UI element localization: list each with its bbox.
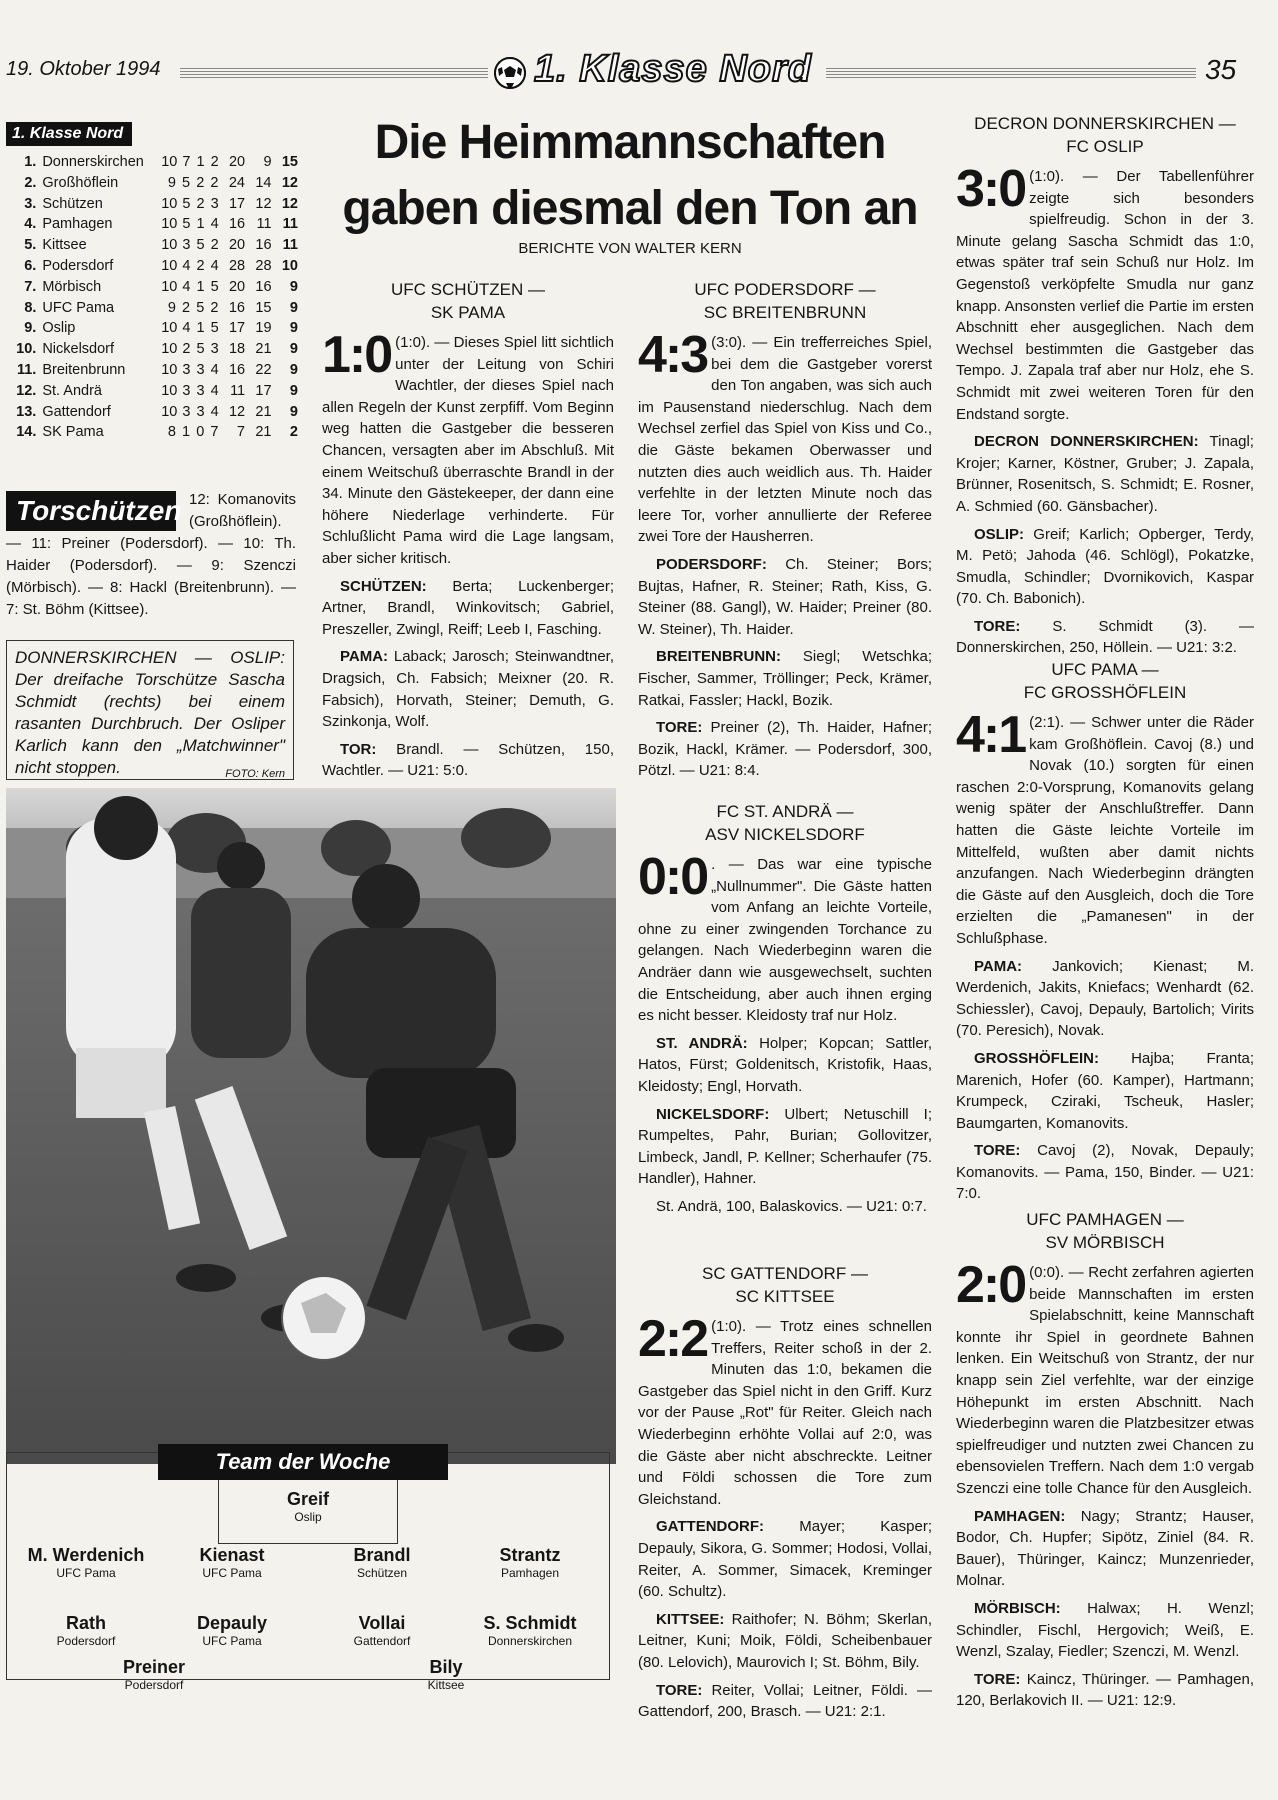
standings-cell-gf: 16 [228, 299, 245, 316]
standings-cell-w: 4 [182, 257, 191, 274]
team-player [450, 1612, 610, 1648]
standings-row [8, 152, 298, 173]
report-donnerskirchen: DECRON DONNERSKIRCHEN — FC OSLIP 3:0 (1:0). — Der Tabellenführer zeigte sich besonders spielfreudig. Schon in der 3. Minute gelang Sascha Schmidt das 1:0, etwas später traf sein Schuß nur Holz. Im Gegenstoß verköpfelte Smudla nur ganz knapp. Ansonsten verlief die Partie im ersten Abschnitt eher ausgeglichen. Nach dem Wechsel bestimmten die Gastgeber das Tempo. J. Zapala traf aber nur Holz, ehe S. Schmidt mit zwei weiteren Toren für den Endstand sorgte. DECRON DONNERSKIRCHEN: Tinagl; Krojer; Karner, Köstner, Gruber; J. Zapala, Brünner, Rosenitsch, S. Schmidt; E. Rosner, A. Schmied (60. Gänsbacher). OSLIP: Greif; Karlich; Opberger, Terdy, M. Petö; Jahoda (46. Schlögl), Pokatzke, Smudla, Schindler; Dvornikovich, Kaspar (70. Ch. Babonich). TORE: S. Schmidt (3). — Donnerskirchen, 250, Höllein. — U21: 3:2. [956, 114, 1254, 657]
standings-cell-w: 5 [182, 195, 191, 212]
player-club: Podersdorf [124, 1678, 184, 1692]
standings-cell-team: Donnerskirchen [42, 154, 144, 170]
standings-cell-gf: 17 [228, 320, 246, 337]
standings-cell-g: 10 [161, 382, 178, 399]
player-club: Gattendorf [353, 1634, 411, 1648]
standings-cell-d: 1 [196, 320, 205, 337]
standings-cell-ga: 11 [256, 216, 272, 233]
player-name: M. Werdenich [27, 1545, 145, 1565]
standings-cell-g: 10 [161, 278, 178, 295]
standings-cell-pts: 9 [289, 299, 298, 316]
standings-cell-pts: 9 [289, 341, 298, 358]
standings-cell-pos: 9. [24, 320, 37, 337]
football-icon [494, 57, 526, 89]
score: 2:0 [956, 1262, 1026, 1314]
team-of-week-title: Team der Woche [158, 1444, 448, 1480]
report-pamhagen: UFC PAMHAGEN — SV MÖRBISCH 2:0 (0:0). — Recht zerfahren agierten beide Mannschaften im ersten Spielabschnitt, keine Mannschaft konnte ihr Spiel in geordnete Bahnen lenken. Ein Weitschuß von Strantz, der nur knapp sein Ziel verfehlte, war der einzige Höhepunkt im ersten Abschnitt. Nach Wiederbeginn waren die Platzbesitzer etwas spielfreudiger und nutzten zwei Chancen zu ebensovielen Treffern. Nach dem 1:0 vergab Szenczi eine tolle Chance für den Ausgleich. PAMHAGEN: Nagy; Strantz; Hauser, Bodor, Ch. Hupfer; Sipötz, Ziniel (84. R. Bauer), Thüringer, Kaincz; Munzenrieder, Molnar. MÖRBISCH: Halwax; H. Wenzl; Schindler, Fischl, Hergovich; Weiß, E. Wenzl, Szalay, Fiedler; Szenczi, M. Wenzl. TORE: Kaincz, Thüringer. — Pamhagen, 120, Berlakovich II. — U21: 12:9. [956, 1210, 1254, 1710]
standings-cell-gf: 16 [228, 361, 246, 378]
standings-cell-d: 2 [196, 195, 205, 212]
standings-cell-d: 1 [196, 278, 205, 295]
report-pama: UFC PAMA — FC GROSSHÖFLEIN 4:1 (2:1). — Schwer unter die Räder kam Großhöflein. Cavoj (8.) und Novak (10.) sorgten für einen raschen 2:0-Vorsprung, Komanovits gelang wenig später der Anschlußtreffer. Dann hatten die Gäste leichte Vorteile im Mittelfeld, wußten aber damit nichts anzufangen. Nach Wiederbeginn drängten die Gäste auf den Ausgleich, doch die Tore erzielten die „Pamanesen" in der Schlußphase. PAMA: Jankovich; Kienast; M. Werdenich, Jakits, Kniefacs; Wenhardt (62. Schiessler), Cavoj, Depauly, Bartolich; Virits (70. Peresich), Novak. GROSSHÖFLEIN: Hajba; Franta; Marenich, Hofer (60. Kamper), Hartmann; Krumpeck, Cziraki, Tscheuk, Hasler; Baumgarten, Komanovits. TORE: Cavoj (2), Novak, Depauly; Komanovits. — Pama, 150, Binder. — U21: 7:0. [956, 660, 1254, 1203]
standings-cell-ga: 17 [255, 382, 272, 399]
standings-cell-d: 2 [196, 174, 205, 191]
issue-date: 19. Oktober 1994 [6, 58, 161, 80]
standings-cell-ga: 12 [255, 195, 272, 212]
photo-credit: FOTO: Kern [225, 768, 285, 780]
player-name: Greif [286, 1489, 329, 1509]
standings-cell-d: 3 [196, 382, 205, 399]
standings-cell-pos: 2. [24, 174, 37, 191]
player-club: Donnerskirchen [487, 1634, 573, 1648]
standings-cell-w: 3 [182, 403, 191, 420]
byline: BERICHTE VON WALTER KERN [518, 240, 742, 257]
standings-cell-w: 7 [182, 154, 191, 170]
standings-cell-d: 5 [196, 341, 205, 358]
standings-cell-l: 5 [210, 278, 219, 295]
standings-cell-w: 3 [182, 382, 191, 399]
standings-cell-l: 2 [210, 237, 219, 254]
standings-table [8, 152, 298, 443]
standings-row [8, 235, 298, 256]
standings-cell-l: 4 [210, 382, 219, 399]
section-title: 1. Klasse Nord [534, 48, 812, 90]
player-name: Kienast [199, 1545, 265, 1565]
standings-cell-pos: 3. [24, 195, 37, 212]
standings-cell-ga: 21 [255, 341, 272, 358]
standings-row [8, 381, 298, 402]
standings-cell-pos: 7. [24, 278, 37, 295]
header-rule-right [826, 66, 1196, 78]
standings-cell-pts: 15 [281, 154, 298, 170]
standings-cell-d: 3 [196, 361, 205, 378]
standings-row [8, 173, 298, 194]
standings-cell-d: 5 [196, 299, 205, 316]
team-player [366, 1656, 526, 1692]
standings-cell-g: 10 [161, 320, 178, 337]
standings-cell-ga: 21 [255, 424, 272, 441]
team-player [302, 1544, 462, 1580]
standings-cell-g: 10 [161, 195, 178, 212]
standings-cell-pts: 12 [281, 174, 298, 191]
standings-cell-gf: 20 [228, 237, 246, 254]
standings-cell-w: 2 [182, 299, 191, 316]
standings-cell-gf: 20 [228, 154, 246, 170]
standings-row [8, 318, 298, 339]
standings-row [8, 422, 298, 443]
headline: Die Heimmannschaften gaben diesmal den Ton an [342, 116, 918, 235]
standings-cell-w: 1 [182, 424, 191, 441]
player-name: Brandl [353, 1545, 411, 1565]
standings-cell-g: 9 [167, 174, 176, 191]
standings-cell-team: Schützen [42, 195, 103, 212]
scorers-title: Torschützen [6, 491, 176, 531]
standings-cell-d: 5 [196, 237, 205, 254]
standings-cell-l: 2 [210, 174, 219, 191]
player-name: Strantz [499, 1545, 561, 1565]
standings-cell-l: 4 [210, 403, 219, 420]
standings-cell-g: 9 [167, 299, 176, 316]
standings-cell-gf: 7 [236, 424, 245, 441]
player-club: Pamhagen [500, 1566, 560, 1580]
standings-cell-l: 4 [210, 216, 219, 233]
team-player [152, 1612, 312, 1648]
standings-cell-g: 10 [161, 341, 178, 358]
team-player [302, 1612, 462, 1648]
standings-cell-d: 2 [196, 257, 205, 274]
standings-cell-team: Nickelsdorf [42, 341, 115, 358]
standings-cell-ga: 22 [255, 361, 272, 378]
standings-cell-ga: 28 [255, 257, 272, 274]
standings-cell-w: 5 [182, 174, 191, 191]
standings-cell-w: 4 [182, 278, 191, 295]
standings-cell-l: 3 [210, 341, 219, 358]
standings-row [8, 214, 298, 235]
standings-cell-team: SK Pama [42, 424, 104, 441]
standings-cell-pos: 6. [24, 257, 37, 274]
standings-cell-d: 0 [196, 424, 205, 441]
standings-cell-pos: 4. [24, 216, 37, 233]
standings-cell-w: 2 [182, 341, 191, 358]
standings-cell-gf: 11 [230, 382, 246, 399]
standings-cell-g: 10 [161, 237, 178, 254]
standings-cell-l: 2 [210, 154, 219, 170]
standings-cell-g: 10 [161, 257, 178, 274]
header-rule-left [180, 66, 488, 78]
player-club: Oslip [294, 1510, 322, 1524]
standings-cell-pts: 2 [289, 424, 298, 441]
standings-cell-gf: 16 [228, 216, 246, 233]
standings-cell-pts: 9 [289, 361, 298, 378]
standings-cell-g: 10 [161, 216, 178, 233]
standings-cell-g: 10 [161, 154, 178, 170]
report-andrae: FC ST. ANDRÄ — ASV NICKELSDORF 0:0 . — Das war eine typische „Nullnummer". Die Gäste hatten vom Anfang an leichte Vorteile, ohne zu einer zwingenden Torchance zu gelangen. Nach Wiederbeginn waren die Andräer dann wie ausgewechselt, suchten die Entscheidung, aber auch ihnen erging es nicht besser. Kleidosty traf nur Holz. ST. ANDRÄ: Holper; Kopcan; Sattler, Hatos, Fürst; Goldenitsch, Kristofik, Haas, Kleidosty; Engl, Horvath. NICKELSDORF: Ulbert; Netuschill I; Rumpeltes, Pahr, Burian; Gollovitzer, Limbeck, Jandl, P. Kellner; Scherhaufer (75. Handler), Hahner. St. Andrä, 100, Balaskovics. — U21: 0:7. [638, 802, 932, 1215]
standings-cell-gf: 24 [228, 174, 245, 191]
standings-cell-team: Pamhagen [42, 216, 113, 233]
player-club: Schützen [356, 1566, 408, 1580]
standings-cell-team: Podersdorf [42, 257, 114, 274]
standings-row [8, 360, 298, 381]
standings-row [8, 194, 298, 215]
team-player [152, 1544, 312, 1580]
standings-cell-team: Großhöflein [42, 174, 119, 191]
score: 4:3 [638, 332, 708, 384]
score: 0:0 [638, 854, 708, 906]
standings-cell-pts: 10 [281, 257, 298, 274]
standings-cell-g: 10 [161, 361, 178, 378]
player-club: UFC Pama [202, 1634, 262, 1648]
player-club: Kittsee [427, 1678, 465, 1692]
standings-row [8, 298, 298, 319]
standings-cell-gf: 20 [228, 278, 246, 295]
report-gattendorf: SC GATTENDORF — SC KITTSEE 2:2 (1:0). — Trotz eines schnellen Treffers, Reiter schoß in der 2. Minuten das 1:0, bekamen die Gastgeber das Spiel nicht in den Griff. Kurz vor der Pause „Rot" für Reiter. Gleich nach Wiederbeginn erhöhte Vollai auf 2:0, was die Gäste aber nicht abschreckte. Leitner und Földi schossen die Tore zum Gleichstand. GATTENDORF: Mayer; Kasper; Depauly, Sikora, G. Sommer; Hodosi, Vollai, Reiter, A. Sommer, Simacek, Kreminger (60. Schultz). KITTSEE: Raithofer; N. Böhm; Skerlan, Leitner, Kuni; Moik, Földi, Scheibenbauer (80. Lelovich), Maurovich I; St. Böhm, Bily. TORE: Reiter, Vollai; Leitner, Földi. — Gattendorf, 200, Brasch. — U21: 2:1. [638, 1264, 932, 1721]
standings-cell-team: St. Andrä [42, 382, 102, 399]
standings-cell-pos: 1. [24, 154, 37, 170]
standings-cell-team: Breitenbrunn [42, 361, 126, 378]
standings-cell-pos: 5. [24, 237, 37, 254]
score: 3:0 [956, 166, 1026, 218]
standings-cell-pts: 9 [289, 320, 298, 337]
standings-cell-g: 10 [161, 403, 178, 420]
standings-cell-l: 7 [210, 424, 219, 441]
standings-cell-w: 3 [182, 237, 191, 254]
player-name: Bily [429, 1657, 463, 1677]
player-name: Depauly [196, 1613, 268, 1633]
standings-cell-w: 3 [182, 361, 191, 378]
standings-cell-pts: 12 [281, 195, 298, 212]
standings-cell-ga: 19 [255, 320, 272, 337]
team-player [74, 1656, 234, 1692]
score: 4:1 [956, 712, 1026, 764]
player-name: Rath [66, 1613, 106, 1633]
standings-cell-gf: 28 [228, 257, 246, 274]
standings-cell-pts: 9 [289, 278, 298, 295]
standings-cell-g: 8 [167, 424, 176, 441]
report-schuetzen: UFC SCHÜTZEN — SK PAMA 1:0 (1:0). — Dieses Spiel litt sichtlich unter der Leitung von Schiri Wachtler, der dieses Spiel nach allen Regeln der Kunst zerpfiff. Vom Beginn weg hatten die Gastgeber die besseren Chancen, versagten aber im Abschluß. Mit einem Weitschuß überraschte Brandl in der 34. Minute den Gästekeeper, der dann eine höhere Niederlage verhinderte. Für Schlußlicht Pama wird die Lage langsam, aber sicher kritisch. SCHÜTZEN: Berta; Luckenberger; Artner, Brandl, Winkovitsch; Gabriel, Preszeller, Zwingl, Reiff; Leeb I, Fasching. PAMA: Laback; Jarosch; Steinwandtner, Dragsich, Ch. Fabsich; Meixner (20. R. Fabsich), Horvath, Steiner; Demuth, G. Szinkonja, Wolf. TOR: Brandl. — Schützen, 150, Wachtler. — U21: 5:0. [322, 280, 614, 780]
standings-cell-ga: 21 [255, 403, 272, 420]
standings-cell-w: 4 [182, 320, 191, 337]
player-club: Podersdorf [56, 1634, 116, 1648]
standings-cell-pos: 10. [16, 341, 37, 358]
standings-cell-team: Oslip [42, 320, 76, 337]
standings-cell-ga: 14 [255, 174, 272, 191]
team-player [6, 1544, 166, 1580]
standings-row [8, 402, 298, 423]
standings-cell-pos: 8. [24, 299, 37, 316]
standings-cell-pos: 11. [16, 361, 37, 378]
standings-cell-pos: 12. [16, 382, 37, 399]
standings-cell-team: UFC Pama [42, 299, 115, 316]
player-name: S. Schmidt [483, 1613, 577, 1633]
standings-cell-l: 3 [210, 195, 219, 212]
standings-cell-pos: 14. [16, 424, 37, 441]
standings-cell-w: 5 [182, 216, 191, 233]
standings-cell-d: 1 [196, 216, 205, 233]
standings-cell-d: 3 [196, 403, 205, 420]
standings-cell-team: Gattendorf [42, 403, 111, 420]
player-club: UFC Pama [56, 1566, 116, 1580]
standings-cell-pts: 9 [289, 382, 298, 399]
standings-title: 1. Klasse Nord [6, 122, 132, 146]
standings-cell-pos: 13. [16, 403, 37, 420]
standings-cell-pts: 11 [282, 216, 298, 233]
standings-cell-team: Mörbisch [42, 278, 102, 295]
scorers-text: 12: Komanovits (Großhöflein). — 11: Preiner (Podersdorf). — 10: Th. Haider (Podersdorf). — 9: Szenczi (Mörbisch). — 8: Hackl (Breitenbrunn). — 7: St. Böhm (Kittsee). [6, 491, 296, 618]
standings-cell-ga: 16 [255, 237, 272, 254]
standings-cell-l: 5 [210, 320, 219, 337]
photo-caption: DONNERSKIRCHEN — OSLIP: Der dreifache Torschütze Sascha Schmidt (rechts) bei einem rasanten Durchbruch. Der Osliper Karlich kann den „Matchwinner" nicht stoppen. FOTO: Kern [6, 640, 294, 780]
standings-row [8, 277, 298, 298]
standings-row [8, 339, 298, 360]
standings-cell-l: 4 [210, 257, 219, 274]
player-name: Vollai [358, 1613, 406, 1633]
standings-row [8, 256, 298, 277]
team-player [450, 1544, 610, 1580]
standings-cell-ga: 9 [263, 154, 272, 170]
standings-cell-ga: 15 [255, 299, 272, 316]
standings-cell-gf: 18 [228, 341, 246, 358]
team-player [6, 1612, 166, 1648]
standings-cell-pts: 9 [289, 403, 298, 420]
standings-cell-l: 4 [210, 361, 219, 378]
score: 2:2 [638, 1316, 708, 1368]
standings-cell-l: 2 [210, 299, 219, 316]
report-podersdorf: UFC PODERSDORF — SC BREITENBRUNN 4:3 (3:0). — Ein trefferreiches Spiel, bei dem die Gastgeber vorerst den Ton angaben, was sich auch im Pausenstand niederschlug. Nach dem Wechsel zerfiel das Spiel von Kiss und Co., die Gäste bekamen Oberwasser und nutzten dies auch weidlich aus. Th. Haider verfehlte in der letzten Minute noch das leere Tor, vorher annullierte der Referee zwei Tore der Hausherren. PODERSDORF: Ch. Steiner; Bors; Bujtas, Hafner, R. Steiner; Rath, Kiss, G. Steiner (88. Gangl), W. Haider; Preiner (80. W. Steiner), Th. Haider. BREITENBRUNN: Siegl; Wetschka; Fischer, Sammer, Tröllinger; Peck, Krämer, Ratkai, Fassler; Hackl, Bozik. TORE: Preiner (2), Th. Haider, Hafner; Bozik, Hackl, Krämer. — Podersdorf, 300, Pötzl. — U21: 8:4. [638, 280, 932, 780]
standings-cell-d: 1 [196, 154, 205, 170]
page-number: 35 [1205, 54, 1237, 85]
standings-cell-team: Kittsee [42, 237, 87, 254]
team-player [228, 1488, 388, 1524]
score: 1:0 [322, 332, 392, 384]
player-name: Preiner [122, 1657, 186, 1677]
standings-cell-gf: 12 [228, 403, 246, 420]
standings-cell-pts: 11 [282, 237, 298, 254]
standings-cell-ga: 16 [255, 278, 272, 295]
match-photo [6, 788, 616, 1464]
player-club: UFC Pama [202, 1566, 262, 1580]
standings-cell-gf: 17 [228, 195, 246, 212]
